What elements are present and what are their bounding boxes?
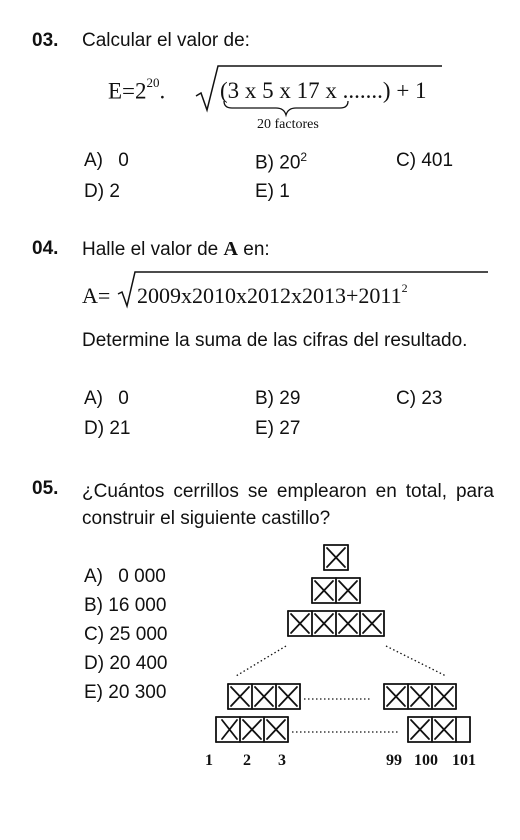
q03-formula-lhs: $E=2^{20}$. — [108, 75, 166, 104]
question-04-number: 04. — [32, 238, 59, 259]
q05-option-b: B) 16 000 — [84, 595, 167, 616]
castle-row-bottom-left — [216, 717, 288, 742]
q04-option-a: A) 0 — [84, 388, 129, 409]
q03-option-b: B) $20^2$ — [255, 150, 308, 174]
castle-row-bottom-right — [408, 717, 470, 742]
q05-option-e: E) 20 300 — [84, 682, 167, 703]
q05-option-a: A) 0 000 — [84, 566, 166, 587]
question-03-number: 03. — [32, 30, 59, 51]
castle-row-2 — [312, 578, 360, 603]
castle-label-3: 3 — [278, 752, 286, 769]
q04-formula-lhs: A= — [82, 283, 111, 308]
castle-row-lower-right — [384, 684, 456, 709]
q05-option-c: C) 25 000 — [84, 624, 168, 645]
q04-option-b: B) 29 — [255, 388, 301, 409]
q03-underbrace-label: 20 factores — [257, 117, 319, 132]
castle-row-lower-left — [228, 684, 300, 709]
castle-label-2: 2 — [243, 752, 251, 769]
q03-formula-radicand: (3 x 5 x 17 x .......) + 1 — [220, 78, 427, 103]
castle-row-1 — [324, 545, 348, 570]
question-04-prompt: Halle el valor de A en: — [82, 238, 270, 260]
q04-option-e: E) 27 — [255, 418, 301, 439]
question-05-prompt: ¿Cuántos cerrillos se emplearon en total, para construir el siguiente castillo? — [82, 481, 494, 529]
q04-paragraph: Determine la suma de las cifras del resultado. — [82, 330, 468, 351]
q04-formula-radicand: $2009x2010x2012x2013+2011^2$ — [137, 280, 408, 308]
q03-option-d: D) 2 — [84, 181, 120, 202]
q05-option-d: D) 20 400 — [84, 653, 168, 674]
q04-option-d: D) 21 — [84, 418, 131, 439]
q04-option-c: C) 23 — [396, 388, 443, 409]
castle-row-3 — [288, 611, 384, 636]
castle-label-101: 101 — [452, 752, 476, 769]
castle-label-1: 1 — [205, 752, 213, 769]
castle-label-100: 100 — [414, 752, 438, 769]
castle-label-99: 99 — [386, 752, 402, 769]
q03-option-c: C) 401 — [396, 150, 454, 171]
q03-option-a: A) 0 — [84, 150, 129, 171]
question-03-prompt: Calcular el valor de: — [82, 30, 250, 51]
q03-option-e: E) 1 — [255, 181, 290, 202]
question-05-number: 05. — [32, 478, 59, 499]
